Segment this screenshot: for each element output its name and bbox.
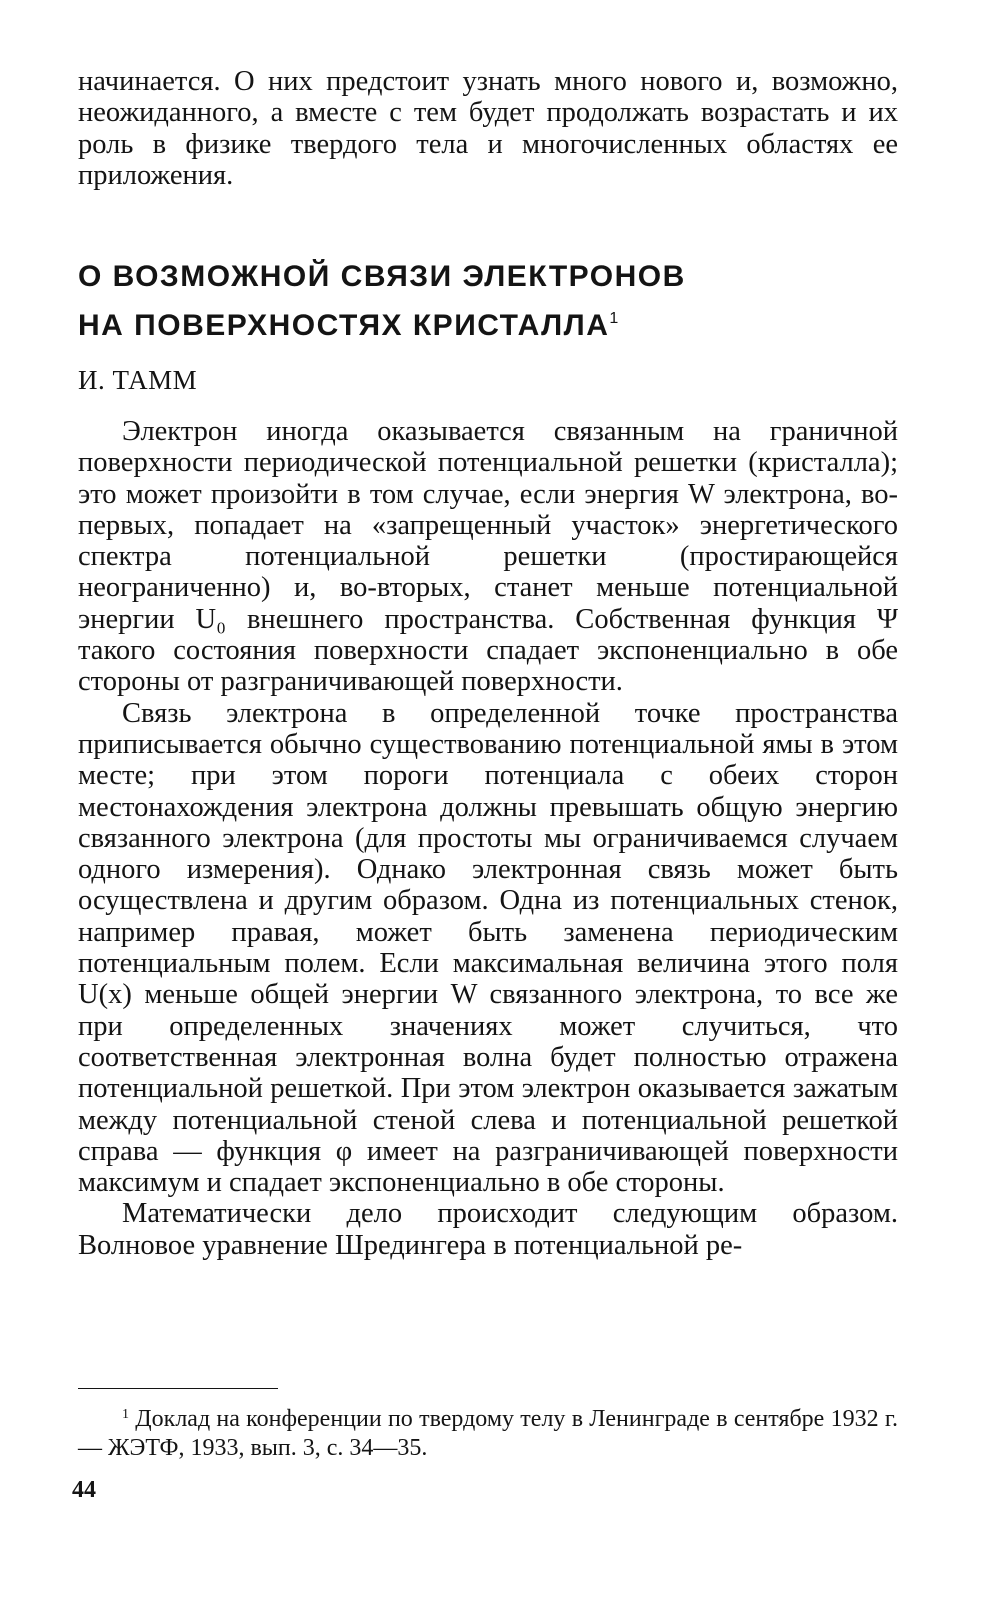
footnote-mark: 1 bbox=[122, 1407, 129, 1422]
body-paragraph-3: Математически дело происходит следующим образом. Волновое уравнение Шредингера в потенциальной ре- bbox=[78, 1198, 898, 1261]
intro-text-block bbox=[78, 66, 898, 191]
footnote-text: Доклад на конференции по твердому телу в Ленинграде в сентябре 1932 г. — ЖЭТФ, 1933, вып. 3, с. 34—35. bbox=[78, 1406, 899, 1461]
article-title bbox=[78, 256, 898, 347]
author-name: И. ТАММ bbox=[78, 365, 198, 395]
article-title-line-1: О ВОЗМОЖНОЙ СВЯЗИ ЭЛЕКТРОНОВ bbox=[78, 260, 686, 293]
page-number: 44 bbox=[72, 1477, 96, 1503]
title-footnote-mark: 1 bbox=[609, 310, 619, 327]
body-paragraph-1: Электрон иногда оказывается связанным на граничной поверхности периодической потенциальной решетки (кристалла); это может произойти в том случае, если энергия W электрона, во-первых, попадает на «запрещенный участок» энергетического спектра потенциальной решетки (простирающейся неограниченно) и, во-вторых, станет меньше потенциальной энергии U₀ внешнего пространства. Собственная функция Ψ такого состояния поверхности спадает экспоненциально в обе стороны от разграничивающей поверхности. bbox=[78, 416, 898, 698]
footnote-divider bbox=[78, 1388, 278, 1389]
footnote bbox=[78, 1400, 898, 1463]
body-paragraph-2: Связь электрона в определенной точке пространства приписывается обычно существованию потенциальной ямы в этом месте; при этом пороги потенциала с обеих сторон местонахождения электрона должны превышать общую энергию связанного электрона (для простоты мы ограничиваемся случаем одного измерения). Однако электронная связь может быть осуществлена и другим образом. Одна из потенциальных стенок, например правая, может быть заменена периодическим потенциальным полем. Если максимальная величина этого поля U(x) меньше общей энергии W связанного электрона, то все же при определенных значениях может случиться, что соответственная электронная волна будет полностью отражена потенциальной решеткой. При этом электрон оказывается зажатым между потенциальной стеной слева и потенциальной решеткой справа — функция φ имеет на разграничивающей поверхности максимум и спадает экспоненциально в обе стороны. bbox=[78, 697, 898, 1199]
article-title-line-2-wrap bbox=[78, 298, 898, 347]
intro-paragraph: начинается. О них предстоит узнать много нового и, возможно, неожиданного, а вместе с тем будет продолжать возрастать и их роль в физике твердого тела и многочисленных областях ее приложения. bbox=[78, 66, 898, 191]
article-body bbox=[78, 416, 898, 1261]
article-title-line-2: НА ПОВЕРХНОСТЯХ КРИСТАЛЛА bbox=[78, 309, 610, 342]
